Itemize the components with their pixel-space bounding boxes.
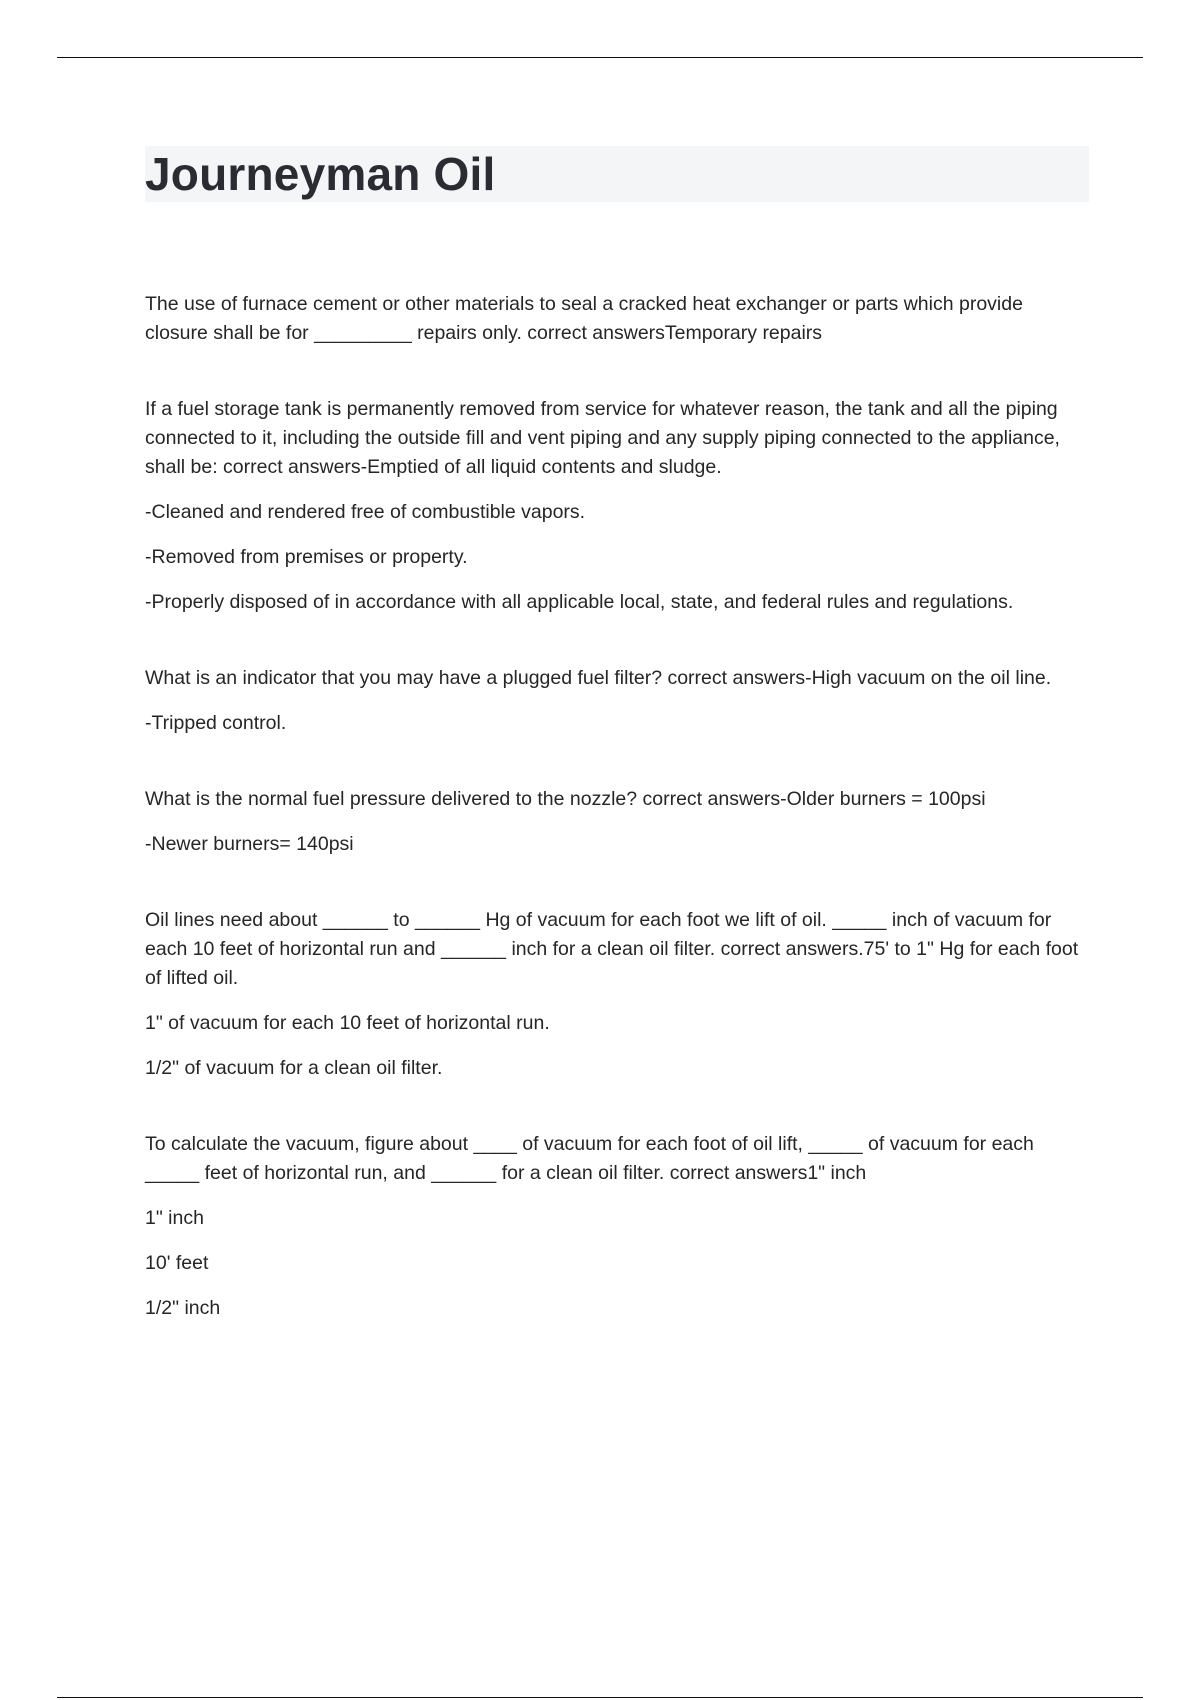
answer-line: -Removed from premises or property. [145, 546, 468, 568]
qa-item-6 [145, 1130, 1085, 1323]
question-text: What is the normal fuel pressure delivered to the nozzle? correct answers-Older burners = 100psi [145, 788, 986, 810]
answer-line: 1/2" inch [145, 1297, 221, 1319]
question-text: If a fuel storage tank is permanently removed from service for whatever reason, the tank and all the piping connected to it, including the outside fill and vent piping and any supply piping connected to the appliance, shall be: correct answers-Emptied of all liquid contents and sludge. [145, 398, 1060, 478]
answer-line: -Newer burners= 140psi [145, 833, 354, 855]
answer-line: -Cleaned and rendered free of combustible vapors. [145, 501, 586, 523]
qa-item-4 [145, 785, 1085, 859]
answer-line: 10' feet [145, 1252, 209, 1274]
question-text: To calculate the vacuum, figure about ____ of vacuum for each foot of oil lift, _____ of vacuum for each _____ feet of horizontal run, and ______ for a clean oil filter. correct answers1" inch [145, 1133, 1034, 1184]
answer-line: 1/2" of vacuum for a clean oil filter. [145, 1057, 443, 1079]
question-text: Oil lines need about ______ to ______ Hg of vacuum for each foot we lift of oil. _____ inch of vacuum for each 10 feet of horizontal run and ______ inch for a clean oil filter. correct answers.75' to 1" Hg for each foot of lifted oil. [145, 909, 1079, 989]
answer-line: -Tripped control. [145, 712, 287, 734]
bottom-rule [57, 1697, 1143, 1698]
top-rule [57, 57, 1143, 58]
qa-item-1 [145, 290, 1085, 348]
document-title: Journeyman Oil [145, 148, 496, 200]
question-text: What is an indicator that you may have a plugged fuel filter? correct answers-High vacuum on the oil line. [145, 667, 1052, 689]
answer-line: 1" of vacuum for each 10 feet of horizontal run. [145, 1012, 550, 1034]
qa-item-5 [145, 906, 1085, 1083]
qa-item-2 [145, 395, 1085, 617]
document-body [145, 290, 1085, 1370]
question-text: The use of furnace cement or other materials to seal a cracked heat exchanger or parts which provide closure shall be for _________ repairs only. correct answersTemporary repairs [145, 293, 1023, 344]
answer-line: -Properly disposed of in accordance with all applicable local, state, and federal rules and regulations. [145, 591, 1014, 613]
answer-line: 1" inch [145, 1207, 204, 1229]
qa-item-3 [145, 664, 1085, 738]
